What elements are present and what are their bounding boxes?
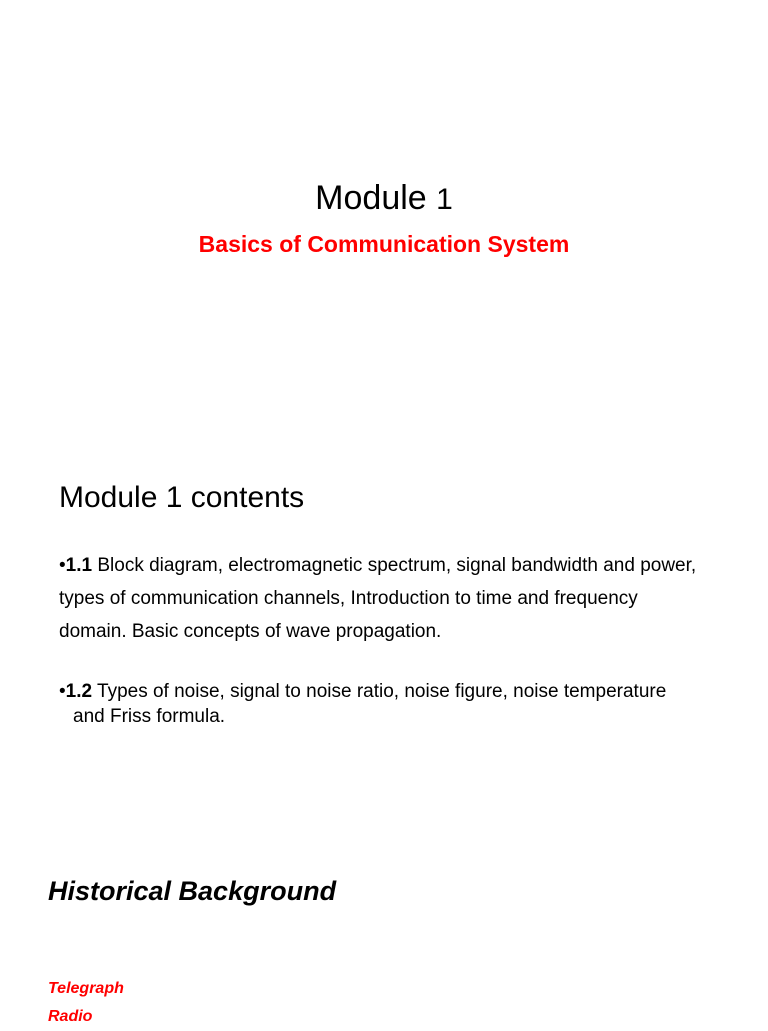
history-slide [0,855,768,1024]
bullet-marker: • [59,555,66,576]
bullet-text: Block diagram, electromagnetic spectrum, signal bandwidth and power, types of communication channels, Introduction to time and frequency domain. Basic concepts of wave propagation. [59,555,697,642]
bullet-number: 1.1 [65,555,93,576]
contents-slide [0,460,768,780]
module-subtitle: Basics of Communication System [198,231,570,257]
contents-bullet-1 [59,549,709,648]
history-item-telegraph: Telegraph [48,980,124,997]
bullet-number: 1.2 [65,681,93,702]
history-list [48,975,124,1031]
contents-title: Module 1 contents [59,481,305,514]
title-slide [0,0,768,300]
bullet-marker: • [59,681,66,702]
history-title: Historical Background [48,876,337,906]
module-title [0,176,768,222]
module-title-word: Module [315,179,427,217]
contents-bullet-2 [59,679,673,729]
bullet-text: Types of noise, signal to noise ratio, noise figure, noise temperature and Friss formula. [73,681,667,727]
module-title-number: 1 [436,183,453,216]
history-item-radio: Radio [48,1008,93,1025]
